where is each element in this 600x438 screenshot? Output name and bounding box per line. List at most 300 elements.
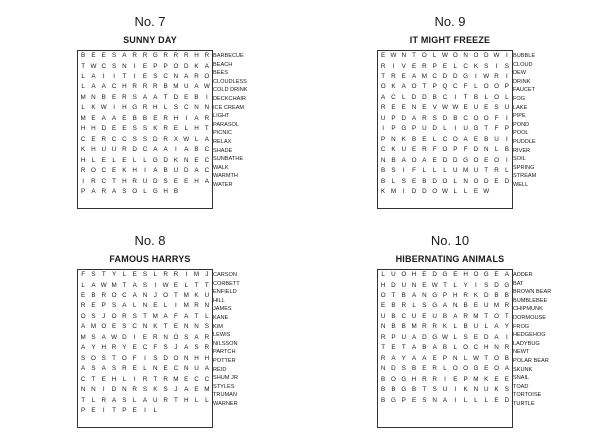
grid-cell[interactable]: S	[142, 135, 148, 143]
grid-cell[interactable]: G	[463, 156, 469, 164]
grid-cell[interactable]: E	[153, 302, 158, 310]
grid-cell[interactable]: E	[411, 177, 417, 185]
grid-cell[interactable]: R	[380, 62, 386, 70]
grid-cell[interactable]: A	[442, 302, 448, 310]
grid-cell[interactable]: E	[484, 365, 489, 373]
grid-cell[interactable]: L	[132, 396, 137, 404]
grid-cell[interactable]: A	[411, 354, 417, 362]
grid-cell[interactable]: D	[432, 271, 437, 279]
grid-cell[interactable]: K	[391, 146, 396, 154]
grid-cell[interactable]: B	[391, 323, 396, 331]
grid-cell[interactable]: E	[81, 292, 86, 299]
grid-cell[interactable]: C	[111, 135, 117, 143]
grid-cell[interactable]: C	[204, 146, 210, 154]
grid-cell[interactable]: Y	[111, 271, 117, 279]
grid-cell[interactable]: R	[183, 52, 189, 60]
grid-cell[interactable]: U	[494, 135, 499, 143]
grid-cell[interactable]: F	[412, 167, 416, 175]
grid-cell[interactable]: E	[411, 146, 417, 154]
grid-cell[interactable]: B	[101, 93, 106, 101]
grid-cell[interactable]: N	[463, 177, 468, 185]
grid-cell[interactable]: F	[432, 146, 437, 154]
grid-cell[interactable]: A	[111, 188, 117, 196]
grid-cell[interactable]: P	[381, 135, 386, 143]
grid-cell[interactable]: W	[442, 333, 448, 341]
grid-cell[interactable]: U	[463, 125, 468, 133]
grid-cell[interactable]: L	[81, 104, 85, 112]
grid-cell[interactable]: L	[453, 281, 458, 289]
grid-cell[interactable]: I	[133, 62, 136, 70]
grid-cell[interactable]: B	[194, 93, 199, 101]
grid-cell[interactable]: N	[183, 354, 189, 362]
grid-cell[interactable]: R	[163, 114, 168, 122]
grid-cell[interactable]: P	[453, 146, 458, 154]
grid-cell[interactable]: L	[122, 375, 127, 383]
grid-cell[interactable]: B	[432, 93, 437, 101]
grid-cell[interactable]: M	[193, 271, 200, 279]
grid-cell[interactable]: E	[111, 323, 117, 331]
grid-cell[interactable]: S	[401, 177, 406, 185]
grid-cell[interactable]: K	[173, 156, 179, 164]
grid-cell[interactable]: D	[401, 114, 407, 122]
grid-cell[interactable]: H	[132, 167, 137, 175]
grid-cell[interactable]: A	[101, 114, 106, 122]
grid-cell[interactable]: E	[122, 114, 127, 122]
grid-cell[interactable]: C	[442, 93, 448, 101]
grid-cell[interactable]: I	[505, 73, 508, 80]
grid-cell[interactable]: P	[504, 125, 509, 133]
grid-cell[interactable]: U	[111, 146, 117, 154]
grid-cell[interactable]: O	[173, 333, 179, 341]
grid-cell[interactable]: M	[183, 292, 189, 299]
grid-cell[interactable]: N	[380, 365, 386, 373]
grid-cell[interactable]: K	[442, 323, 448, 331]
grid-cell[interactable]: E	[111, 125, 117, 133]
grid-cell[interactable]: O	[494, 93, 499, 101]
grid-cell[interactable]: E	[132, 344, 137, 352]
grid-cell[interactable]: G	[432, 302, 438, 310]
grid-cell[interactable]: I	[102, 407, 105, 415]
grid-cell[interactable]: N	[183, 323, 189, 331]
grid-cell[interactable]: R	[422, 114, 427, 122]
grid-cell[interactable]: M	[152, 312, 158, 320]
grid-cell[interactable]: O	[463, 365, 469, 373]
grid-cell[interactable]: S	[132, 125, 137, 133]
grid-cell[interactable]: K	[484, 375, 489, 383]
grid-cell[interactable]: R	[173, 271, 179, 279]
grid-cell[interactable]: B	[142, 114, 148, 122]
grid-cell[interactable]: B	[391, 386, 396, 394]
grid-cell[interactable]: D	[483, 177, 489, 185]
grid-cell[interactable]: T	[401, 344, 406, 352]
grid-cell[interactable]: A	[101, 365, 106, 373]
grid-cell[interactable]: U	[422, 125, 427, 133]
grid-cell[interactable]: K	[194, 62, 199, 70]
grid-cell[interactable]: E	[494, 177, 499, 185]
grid-cell[interactable]: S	[111, 365, 117, 373]
grid-cell[interactable]: H	[91, 125, 96, 133]
grid-cell[interactable]: A	[391, 354, 396, 362]
grid-cell[interactable]: C	[391, 93, 396, 101]
grid-cell[interactable]: D	[483, 333, 489, 341]
grid-cell[interactable]: K	[463, 386, 468, 394]
grid-cell[interactable]: I	[133, 333, 136, 341]
grid-cell[interactable]: E	[453, 271, 458, 279]
grid-cell[interactable]: W	[100, 104, 107, 112]
grid-cell[interactable]: E	[122, 156, 127, 164]
grid-cell[interactable]: N	[463, 52, 468, 60]
grid-cell[interactable]: R	[132, 386, 137, 394]
grid-cell[interactable]: A	[194, 167, 199, 175]
grid-cell[interactable]: E	[432, 156, 437, 164]
grid-cell[interactable]: E	[111, 167, 117, 175]
grid-cell[interactable]: L	[91, 156, 96, 164]
grid-cell[interactable]: H	[122, 83, 127, 91]
grid-cell[interactable]: D	[391, 365, 396, 373]
grid-cell[interactable]: U	[380, 312, 386, 320]
grid-cell[interactable]: N	[380, 323, 386, 331]
grid-cell[interactable]: D	[453, 73, 458, 80]
grid-cell[interactable]: J	[174, 344, 178, 352]
grid-cell[interactable]: L	[505, 167, 509, 175]
grid-cell[interactable]: B	[81, 52, 86, 60]
grid-cell[interactable]: A	[184, 386, 189, 394]
grid-cell[interactable]: N	[483, 146, 489, 154]
grid-cell[interactable]: H	[483, 344, 489, 352]
grid-cell[interactable]: K	[381, 188, 386, 196]
grid-cell[interactable]: S	[142, 281, 148, 289]
grid-cell[interactable]: P	[411, 125, 417, 133]
grid-cell[interactable]: R	[91, 177, 96, 185]
grid-cell[interactable]: T	[112, 177, 116, 185]
grid-cell[interactable]: A	[184, 73, 189, 80]
grid-cell[interactable]: O	[173, 62, 179, 70]
grid-cell[interactable]: G	[473, 125, 479, 133]
grid-cell[interactable]: E	[132, 365, 137, 373]
grid-cell[interactable]: S	[432, 386, 437, 394]
grid-cell[interactable]: A	[132, 281, 137, 289]
grid-cell[interactable]: D	[101, 125, 107, 133]
grid-cell[interactable]: M	[421, 73, 427, 80]
grid-cell[interactable]: E	[91, 52, 96, 60]
grid-cell[interactable]: L	[453, 177, 458, 185]
grid-cell[interactable]: B	[453, 114, 458, 122]
grid-cell[interactable]: H	[194, 177, 199, 185]
grid-cell[interactable]: C	[442, 135, 448, 143]
grid-cell[interactable]: N	[142, 323, 148, 331]
grid-cell[interactable]: L	[205, 396, 209, 404]
grid-cell[interactable]: T	[122, 281, 127, 289]
grid-cell[interactable]: O	[452, 52, 458, 60]
grid-cell[interactable]: B	[163, 167, 168, 175]
grid-cell[interactable]: M	[493, 302, 500, 310]
grid-cell[interactable]: L	[474, 83, 478, 91]
grid-cell[interactable]: K	[401, 135, 406, 143]
grid-cell[interactable]: C	[204, 156, 210, 164]
grid-cell[interactable]: O	[380, 83, 386, 91]
grid-cell[interactable]: P	[442, 354, 448, 362]
grid-cell[interactable]: E	[484, 156, 489, 164]
grid-cell[interactable]: R	[111, 344, 117, 352]
grid-cell[interactable]: A	[204, 365, 209, 373]
grid-cell[interactable]: C	[80, 375, 86, 383]
grid-cell[interactable]: A	[153, 146, 158, 154]
grid-cell[interactable]: P	[122, 407, 127, 415]
grid-cell[interactable]: I	[402, 188, 405, 196]
grid-cell[interactable]: T	[143, 312, 147, 320]
grid-cell[interactable]: N	[380, 156, 386, 164]
grid-cell[interactable]: D	[411, 93, 417, 101]
grid-cell[interactable]: S	[91, 365, 96, 373]
grid-cell[interactable]: R	[504, 302, 510, 310]
grid-cell[interactable]: E	[391, 344, 396, 352]
grid-cell[interactable]: D	[183, 167, 189, 175]
grid-cell[interactable]: I	[505, 156, 508, 164]
grid-cell[interactable]: N	[173, 73, 179, 80]
grid-cell[interactable]: B	[391, 156, 396, 164]
grid-cell[interactable]: A	[184, 312, 189, 320]
grid-cell[interactable]: D	[153, 135, 158, 143]
grid-cell[interactable]: W	[162, 281, 169, 289]
grid-cell[interactable]: H	[194, 354, 199, 362]
grid-cell[interactable]: S	[101, 354, 106, 362]
grid-cell[interactable]: M	[390, 188, 397, 196]
grid-cell[interactable]: L	[453, 344, 458, 352]
grid-cell[interactable]: L	[194, 396, 199, 404]
grid-cell[interactable]: G	[152, 52, 158, 60]
grid-cell[interactable]: O	[473, 271, 479, 279]
grid-cell[interactable]: A	[411, 114, 417, 122]
grid-cell[interactable]: N	[91, 386, 96, 394]
grid-cell[interactable]: U	[183, 83, 189, 91]
grid-cell[interactable]: I	[102, 386, 105, 394]
grid-cell[interactable]: O	[401, 271, 407, 279]
grid-cell[interactable]: N	[204, 302, 210, 310]
grid-cell[interactable]: R	[380, 354, 386, 362]
grid-cell[interactable]: G	[432, 333, 438, 341]
grid-cell[interactable]: K	[153, 386, 158, 394]
grid-cell[interactable]: S	[132, 312, 137, 320]
grid-cell[interactable]: L	[143, 188, 147, 196]
grid-cell[interactable]: R	[142, 375, 148, 383]
grid-cell[interactable]: A	[91, 73, 96, 80]
grid-cell[interactable]: A	[111, 114, 117, 122]
grid-cell[interactable]: G	[473, 365, 479, 373]
grid-cell[interactable]: E	[153, 114, 158, 122]
grid-cell[interactable]: C	[142, 146, 148, 154]
grid-cell[interactable]: A	[504, 365, 509, 373]
grid-cell[interactable]: E	[473, 333, 479, 341]
grid-cell[interactable]: D	[422, 93, 427, 101]
grid-cell[interactable]: C	[173, 365, 179, 373]
grid-cell[interactable]: A	[81, 323, 86, 331]
grid-cell[interactable]: D	[411, 188, 417, 196]
grid-cell[interactable]: N	[122, 386, 127, 394]
grid-cell[interactable]: E	[173, 281, 179, 289]
grid-cell[interactable]: M	[80, 114, 86, 122]
grid-cell[interactable]: N	[153, 365, 158, 373]
grid-cell[interactable]: C	[380, 146, 386, 154]
grid-cell[interactable]: L	[112, 156, 116, 164]
grid-cell[interactable]: E	[101, 156, 106, 164]
grid-cell[interactable]: L	[463, 354, 468, 362]
grid-cell[interactable]: S	[432, 114, 437, 122]
grid-cell[interactable]: O	[473, 52, 479, 60]
grid-cell[interactable]: A	[432, 344, 437, 352]
grid-cell[interactable]: D	[473, 146, 479, 154]
grid-cell[interactable]: G	[132, 104, 138, 112]
grid-cell[interactable]: I	[454, 386, 457, 394]
grid-cell[interactable]: N	[494, 344, 499, 352]
grid-cell[interactable]: S	[142, 271, 148, 279]
grid-cell[interactable]: W	[452, 104, 459, 112]
grid-cell[interactable]: H	[411, 271, 417, 279]
grid-cell[interactable]: E	[132, 271, 137, 279]
grid-cell[interactable]: O	[473, 114, 479, 122]
grid-cell[interactable]: T	[204, 281, 209, 289]
grid-cell[interactable]: I	[505, 114, 508, 122]
grid-cell[interactable]: H	[194, 125, 199, 133]
grid-cell[interactable]: M	[462, 167, 469, 175]
grid-cell[interactable]: E	[494, 396, 499, 404]
grid-cell[interactable]: S	[484, 62, 489, 70]
grid-cell[interactable]: R	[101, 292, 107, 299]
grid-cell[interactable]: T	[422, 83, 427, 91]
grid-cell[interactable]: E	[391, 104, 396, 112]
grid-cell[interactable]: A	[453, 312, 458, 320]
grid-cell[interactable]: K	[473, 62, 479, 70]
grid-cell[interactable]: A	[411, 333, 417, 341]
grid-cell[interactable]: C	[183, 104, 189, 112]
grid-cell[interactable]: P	[401, 396, 406, 404]
grid-cell[interactable]: O	[452, 135, 458, 143]
grid-cell[interactable]: L	[494, 146, 499, 154]
grid-cell[interactable]: L	[184, 125, 188, 133]
grid-cell[interactable]: N	[453, 354, 458, 362]
grid-cell[interactable]: E	[422, 365, 427, 373]
grid-cell[interactable]: T	[391, 292, 396, 299]
grid-cell[interactable]: O	[421, 52, 427, 60]
grid-cell[interactable]: B	[411, 135, 417, 143]
grid-cell[interactable]: U	[153, 396, 158, 404]
grid-cell[interactable]: W	[100, 281, 107, 289]
grid-cell[interactable]: R	[391, 73, 396, 80]
grid-cell[interactable]: O	[494, 312, 499, 320]
grid-cell[interactable]: L	[132, 156, 137, 164]
grid-cell[interactable]: E	[91, 135, 96, 143]
grid-cell[interactable]: S	[142, 125, 148, 133]
grid-cell[interactable]: A	[204, 62, 209, 70]
grid-cell[interactable]: L	[143, 156, 147, 164]
grid-cell[interactable]: S	[142, 386, 148, 394]
grid-cell[interactable]: G	[401, 386, 407, 394]
grid-cell[interactable]: S	[122, 323, 127, 331]
grid-cell[interactable]: W	[493, 52, 500, 60]
grid-cell[interactable]: W	[472, 354, 479, 362]
grid-cell[interactable]: N	[391, 135, 396, 143]
grid-cell[interactable]: A	[91, 83, 96, 91]
grid-cell[interactable]: S	[463, 333, 468, 341]
grid-cell[interactable]: D	[391, 281, 396, 289]
grid-cell[interactable]: L	[122, 271, 127, 279]
grid-cell[interactable]: J	[205, 271, 209, 279]
grid-cell[interactable]: D	[504, 177, 510, 185]
grid-cell[interactable]: S	[194, 344, 199, 352]
grid-cell[interactable]: R	[163, 125, 168, 133]
grid-cell[interactable]: J	[174, 386, 178, 394]
grid-cell[interactable]: E	[494, 375, 499, 383]
grid-cell[interactable]: U	[204, 292, 210, 299]
grid-cell[interactable]: X	[173, 135, 179, 143]
grid-cell[interactable]: D	[163, 354, 168, 362]
grid-cell[interactable]: I	[175, 146, 177, 154]
grid-cell[interactable]: S	[122, 188, 127, 196]
grid-cell[interactable]: A	[184, 146, 189, 154]
grid-cell[interactable]: E	[91, 114, 96, 122]
grid-cell[interactable]: L	[443, 365, 447, 373]
grid-cell[interactable]: I	[454, 396, 457, 404]
grid-cell[interactable]: B	[91, 292, 96, 299]
grid-cell[interactable]: P	[391, 114, 396, 122]
grid-cell[interactable]: W	[442, 188, 448, 196]
grid-cell[interactable]: E	[194, 386, 199, 394]
grid-cell[interactable]: C	[80, 135, 86, 143]
grid-cell[interactable]: O	[173, 354, 179, 362]
grid-cell[interactable]: B	[381, 396, 386, 404]
grid-cell[interactable]: E	[163, 365, 168, 373]
grid-cell[interactable]: R	[163, 271, 168, 279]
grid-cell[interactable]: E	[411, 396, 417, 404]
grid-cell[interactable]: D	[422, 333, 427, 341]
grid-cell[interactable]: M	[173, 375, 179, 383]
grid-cell[interactable]: B	[411, 365, 417, 373]
grid-cell[interactable]: W	[90, 62, 97, 70]
grid-cell[interactable]: D	[442, 73, 448, 80]
grid-cell[interactable]: R	[422, 62, 427, 70]
grid-cell[interactable]: P	[391, 125, 396, 133]
grid-cell[interactable]: B	[401, 292, 406, 299]
grid-cell[interactable]: R	[101, 188, 107, 196]
grid-cell[interactable]: W	[183, 135, 190, 143]
grid-cell[interactable]: O	[111, 292, 117, 299]
grid-cell[interactable]: T	[422, 386, 427, 394]
grid-cell[interactable]: L	[443, 167, 447, 175]
grid-cell[interactable]: F	[463, 146, 468, 154]
grid-cell[interactable]: I	[505, 135, 508, 143]
grid-cell[interactable]: O	[494, 83, 499, 91]
grid-cell[interactable]: S	[111, 62, 117, 70]
grid-cell[interactable]: L	[484, 323, 488, 331]
grid-cell[interactable]: R	[142, 52, 148, 60]
grid-cell[interactable]: R	[101, 396, 107, 404]
grid-cell[interactable]: H	[173, 114, 179, 122]
grid-cell[interactable]: E	[401, 73, 406, 80]
grid-cell[interactable]: R	[401, 302, 407, 310]
grid-cell[interactable]: T	[194, 281, 199, 289]
grid-cell[interactable]: A	[111, 396, 117, 404]
grid-cell[interactable]: N	[411, 281, 417, 289]
grid-cell[interactable]: B	[194, 146, 199, 154]
grid-cell[interactable]: H	[80, 125, 86, 133]
grid-cell[interactable]: N	[473, 386, 479, 394]
grid-cell[interactable]: E	[484, 104, 489, 112]
grid-cell[interactable]: E	[442, 62, 448, 70]
grid-cell[interactable]: O	[91, 354, 96, 362]
grid-cell[interactable]: B	[504, 146, 509, 154]
grid-cell[interactable]: O	[483, 114, 489, 122]
grid-cell[interactable]: O	[121, 354, 127, 362]
grid-cell[interactable]: H	[122, 177, 127, 185]
